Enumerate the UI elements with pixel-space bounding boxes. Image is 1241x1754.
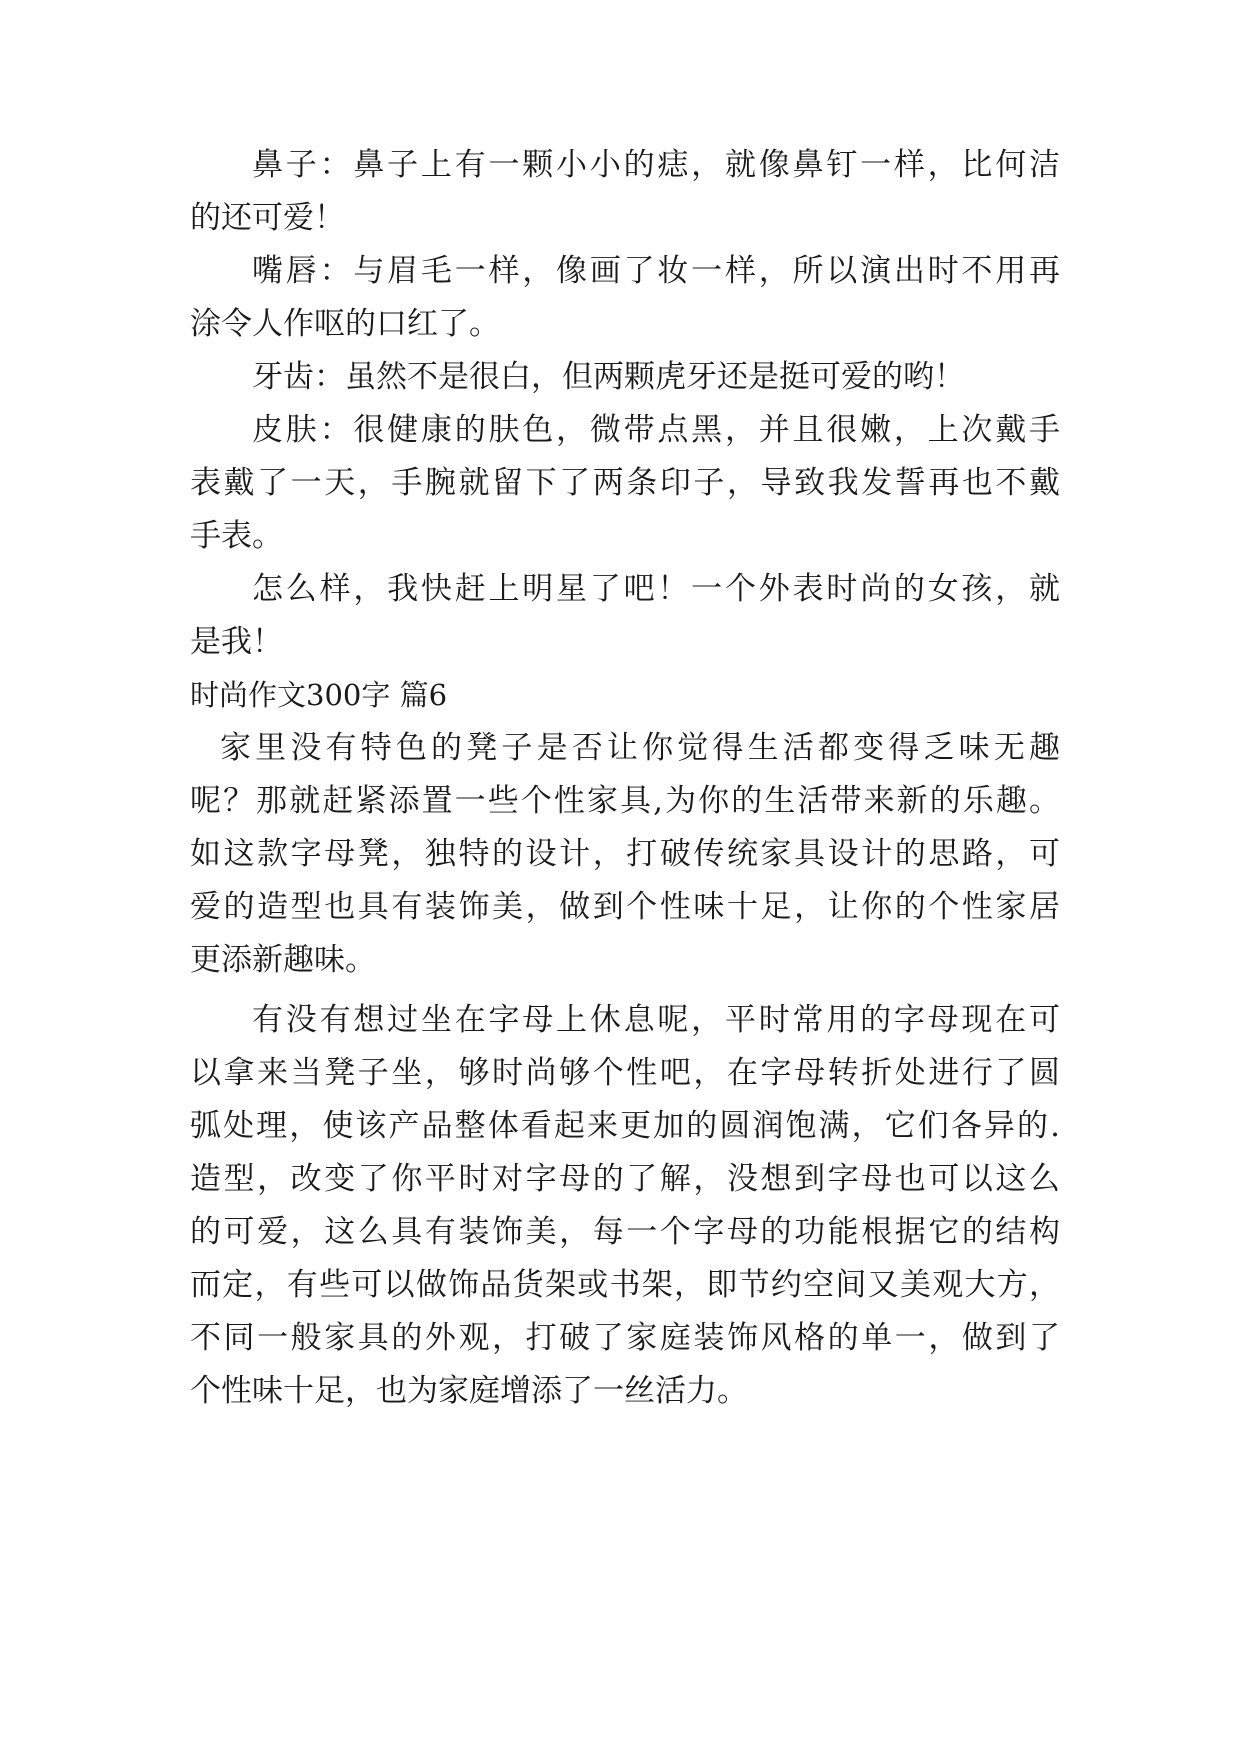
text-line: 嘴唇：与眉毛一样，像画了妆一样，所以演出时不用再: [252, 253, 1060, 289]
text-line: 有没有想过坐在字母上休息呢，平时常用的字母现在可: [252, 1002, 1060, 1038]
text-line: 家里没有特色的凳子是否让你觉得生活都变得乏味无趣: [220, 730, 1060, 766]
text-line: 更添新趣味。: [190, 942, 376, 978]
text-line: 手表。: [190, 518, 283, 554]
text-line: 呢？那就赶紧添置一些个性家具,为你的生活带来新的乐趣。: [190, 783, 1060, 819]
text-line: 而定，有些可以做饰品货架或书架，即节约空间又美观大方，: [190, 1267, 1060, 1303]
text-line: 弧处理，使该产品整体看起来更加的圆润饱满，它们各异的.: [190, 1108, 1060, 1144]
text-line: 的还可爱！: [190, 200, 345, 236]
text-line: 不同一般家具的外观，打破了家庭装饰风格的单一，做到了: [190, 1320, 1060, 1356]
text-line: 怎么样，我快赶上明星了吧！一个外表时尚的女孩，就: [252, 571, 1060, 607]
text-line: 牙齿：虽然不是很白，但两颗虎牙还是挺可爱的哟！: [252, 359, 965, 395]
text-line: 是我！: [190, 624, 283, 660]
text-line: 如这款字母凳，独特的设计，打破传统家具设计的思路，可: [190, 836, 1060, 872]
text-line: 以拿来当凳子坐，够时尚够个性吧，在字母转折处进行了圆: [190, 1055, 1060, 1091]
text-line: 涂令人作呕的口红了。: [190, 306, 500, 342]
text-line: 鼻子：鼻子上有一颗小小的痣，就像鼻钉一样，比何洁: [252, 147, 1060, 183]
text-line: 表戴了一天，手腕就留下了两条印子，导致我发誓再也不戴: [190, 465, 1060, 501]
section-heading: 时尚作文300字 篇6: [190, 678, 448, 712]
text-line: 皮肤：很健康的肤色，微带点黑，并且很嫩，上次戴手: [252, 412, 1060, 448]
text-line: 造型，改变了你平时对字母的了解，没想到字母也可以这么: [190, 1161, 1060, 1197]
text-line: 个性味十足，也为家庭增添了一丝活力。: [190, 1373, 748, 1409]
text-line: 的可爱，这么具有装饰美，每一个字母的功能根据它的结构: [190, 1214, 1060, 1250]
text-line: 爱的造型也具有装饰美，做到个性味十足，让你的个性家居: [190, 889, 1060, 925]
